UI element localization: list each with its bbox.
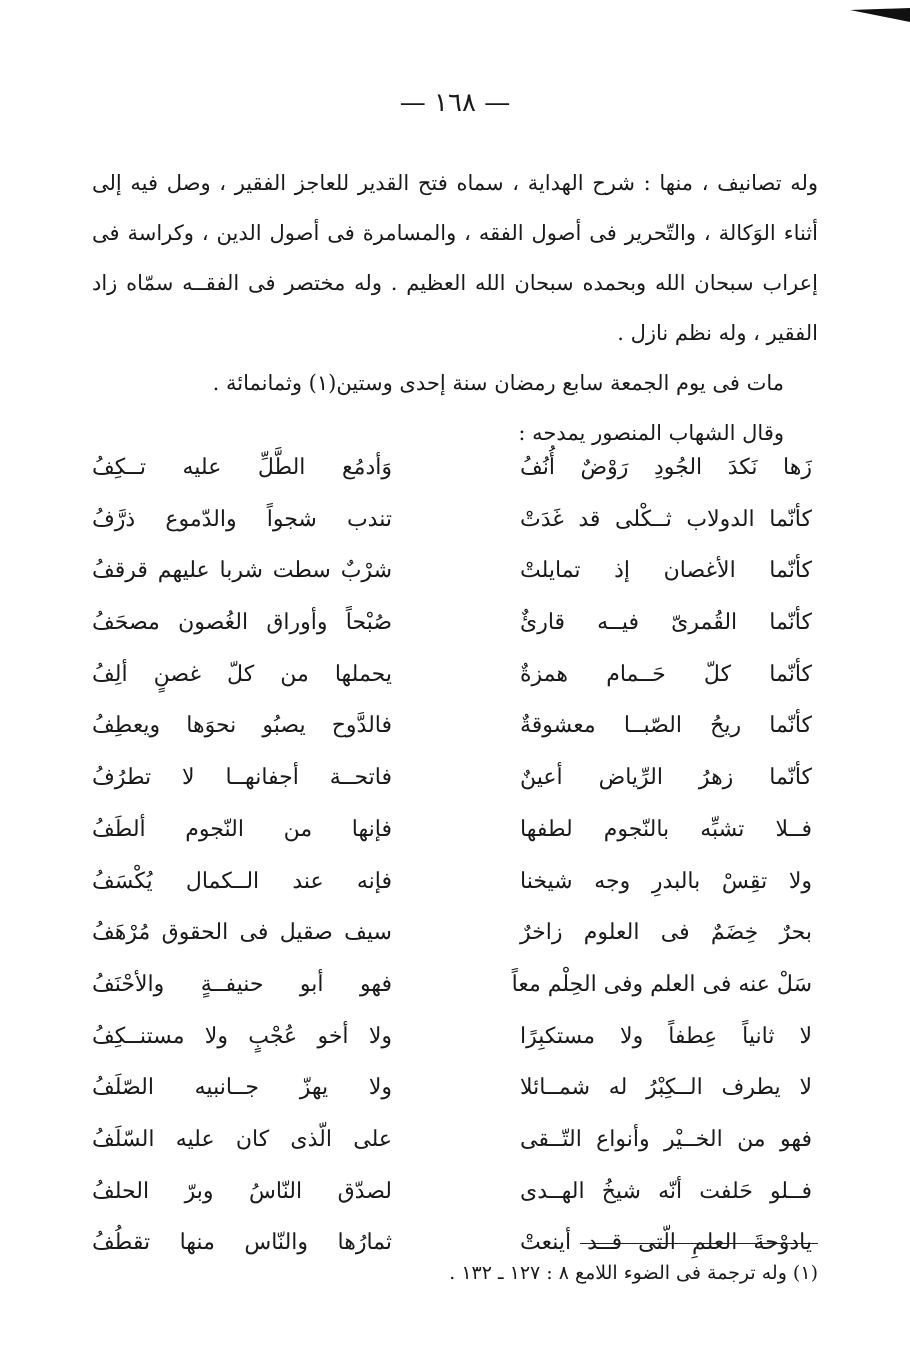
- verse-row: [92, 752, 812, 804]
- poem: [92, 442, 812, 1269]
- paragraph-death: مات فى يوم الجمعة سابع رمضان سنة إحدى وستين(١) وثمانمائة .: [212, 371, 784, 395]
- verse-row: [92, 1062, 812, 1114]
- verse-second-hemistich: ولا يهزّ جــانبيه الصّلَفُ: [92, 1075, 392, 1101]
- verse-second-hemistich: صُبْحاً وأوراق الغُصون مصحَفُ: [92, 610, 392, 636]
- verse-row: [92, 1114, 812, 1166]
- verse-second-hemistich: على الّذى كان عليه السّلَفُ: [92, 1126, 392, 1152]
- verse-first-hemistich: كأنّما الأغصان إذ تمايلتْ: [520, 558, 812, 584]
- verse-row: [92, 804, 812, 856]
- verse-first-hemistich: فــلو حَلفت أنّه شيخُ الهــدى: [520, 1178, 812, 1204]
- verse-second-hemistich: فإنها من النّجوم ألطَفُ: [92, 816, 392, 842]
- verse-first-hemistich: لا يطرف الــكِبْرُ له شمــائلا: [520, 1075, 812, 1101]
- verse-second-hemistich: فهو أبو حنيفــةٍ والأحْنَفُ: [92, 971, 392, 997]
- verse-row: [92, 907, 812, 959]
- verse-row: [92, 649, 812, 701]
- verse-second-hemistich: فاتحــة أجفانهــا لا تطرُفُ: [92, 765, 392, 791]
- verse-second-hemistich: وَأدمُع الطَّلِّ عليه تــكِفُ: [92, 455, 392, 480]
- paragraph-works: وله تصانيف ، منها : شرح الهداية ، سماه فتح القدير للعاجز الفقير ، وصل فيه إلى أثناء الوَكالة ، والتّحرير فى أصول الفقه ، والمسامرة فى أصول الدين ، وكراسة فى إعراب سبحان الله وبحمده سبحان الله العظيم . وله مختصر فى الفقــه سمّاه زاد الفقير ، وله نظم نازل .: [92, 171, 818, 345]
- verse-second-hemistich: شرْبٌ سطت شربا عليهم قرقفُ: [92, 558, 392, 584]
- verse-first-hemistich: فهو من الخــيْر وأنواع التّــقى: [520, 1126, 812, 1152]
- verse-second-hemistich: فالدَّوح يصبُو نحوَها ويعطِفُ: [92, 713, 392, 739]
- verse-row: [92, 494, 812, 546]
- verse-first-hemistich: زَها نَكدَ الجُودِ رَوْضٌ أُنُفُ: [520, 455, 812, 480]
- page-number: — ١٦٨ —: [399, 88, 511, 118]
- corner-mark-icon: [850, 8, 910, 22]
- verse-second-hemistich: ولا أخو عُجْبٍ ولا مستنــكِفُ: [92, 1023, 392, 1049]
- footnote-divider: [580, 1243, 818, 1244]
- verse-second-hemistich: ثمارُها والنّاس منها تقطُفُ: [92, 1230, 392, 1256]
- footnote: (١) وله ترجمة فى الضوء اللامع ٨ : ١٢٧ ـ ١٣٢ .: [449, 1262, 818, 1284]
- verse-first-hemistich: يادوْحةَ العلمِ الّتى قــد أينعتْ: [520, 1230, 812, 1256]
- prose-body: [92, 158, 818, 458]
- paragraph-poem-intro: وقال الشهاب المنصور يمدحه :: [518, 421, 784, 445]
- verse-first-hemistich: سَلْ عنه فى العلم وفى الحِلْم معاً: [511, 971, 812, 997]
- verse-row: [92, 959, 812, 1011]
- verse-second-hemistich: يحملها من كلّ غصنٍ ألِفُ: [92, 661, 392, 687]
- verse-row: [92, 700, 812, 752]
- verse-first-hemistich: كأنّما القُمرىّ فيــه قارئٌ: [520, 610, 812, 636]
- verse-first-hemistich: كأنّما الدولاب ثــكْلى قد غَدَتْ: [520, 506, 812, 532]
- verse-second-hemistich: تندب شجواً والدّموع ذرَّفُ: [92, 506, 392, 532]
- verse-second-hemistich: فإنه عند الــكمال يُكْسَفُ: [92, 868, 392, 894]
- verse-first-hemistich: كأنّما كلّ حَــمام همزةٌ: [520, 661, 812, 687]
- verse-first-hemistich: فــلا تشبِّه بالنّجوم لطفها: [520, 816, 812, 842]
- verse-row: [92, 597, 812, 649]
- verse-second-hemistich: لصدّق النّاسُ وبرّ الحلفُ: [92, 1178, 392, 1204]
- verse-row: [92, 1011, 812, 1063]
- verse-first-hemistich: بحرٌ خِضَمٌ فى العلوم زاخرٌ: [520, 920, 812, 946]
- verse-first-hemistich: كأنّما ريحُ الصّبــا معشوقةٌ: [520, 713, 812, 739]
- verse-first-hemistich: ولا تقِسْ بالبدرِ وجه شيخنا: [520, 868, 812, 894]
- verse-row: [92, 856, 812, 908]
- verse-first-hemistich: كأنّما زهرُ الرِّياض أعينٌ: [520, 765, 812, 791]
- verse-row: [92, 1166, 812, 1218]
- verse-row: [92, 442, 812, 494]
- verse-row: [92, 545, 812, 597]
- verse-first-hemistich: لا ثانياً عِطفاً ولا مستكبِرًا: [520, 1023, 812, 1049]
- verse-second-hemistich: سيف صقيل فى الحقوق مُرْهَفُ: [92, 920, 392, 946]
